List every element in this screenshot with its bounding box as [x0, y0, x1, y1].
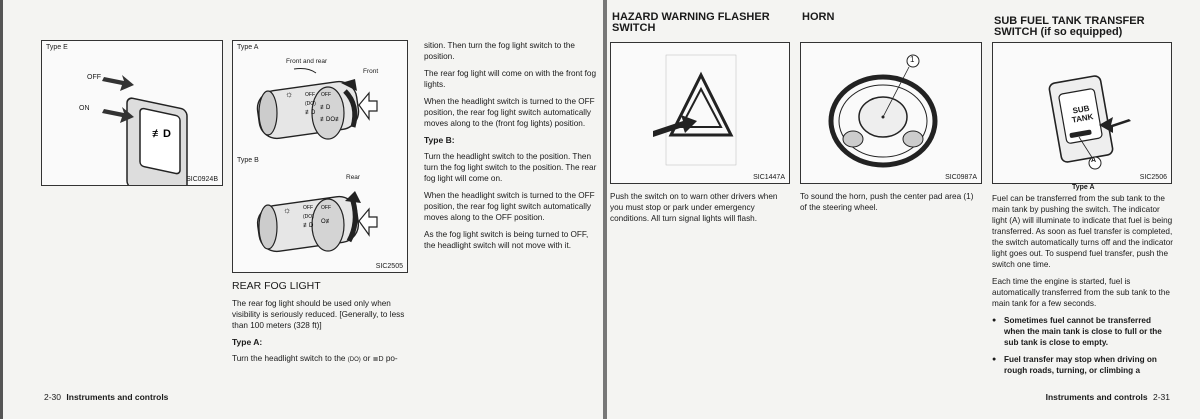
- svg-text:OFF: OFF: [321, 92, 331, 98]
- figure-sub-tank: [992, 42, 1172, 184]
- figure-code: SIC1447A: [753, 174, 785, 181]
- front-label: Front: [363, 68, 379, 75]
- figure-code: SIC0924B: [186, 176, 218, 183]
- col2-paragraph-5: When the headlight switch is turned to the OFF position, the rear fog light switch automatically moves along to the OFF position.: [424, 191, 595, 222]
- rear-fog-title: REAR FOG LIGHT: [232, 280, 321, 292]
- page-left-edge: [0, 0, 3, 419]
- sub-callout: A: [1091, 157, 1097, 164]
- svg-text:OFF: OFF: [303, 205, 313, 211]
- svg-text:☼: ☼: [285, 89, 294, 99]
- svg-text:(DO): (DO): [305, 101, 316, 107]
- svg-text:☼: ☼: [283, 205, 292, 215]
- svg-text:(DO): (DO): [303, 214, 314, 220]
- hazard-text: Push the switch on to warn other drivers when you must stop or park under emergency conditions. All turn signal lights will flash.: [610, 192, 778, 223]
- sub-bullet-2: ● Fuel transfer may stop when driving on rough roads, turning, or climbing a: [992, 354, 1174, 376]
- type-a-text-or: or: [363, 354, 371, 363]
- sub-switch-label-2: TANK: [1071, 112, 1095, 125]
- sub-switch-label: [1070, 103, 1094, 124]
- sub-bullet-1: ● Sometimes fuel cannot be transferred when the main tank is close to full or the sub tank is close to empty.: [992, 315, 1174, 348]
- col2-paragraph-6: As the fog light switch is being turned to OFF, the headlight switch will not move with it.: [424, 230, 589, 250]
- type-a-text-post: po-: [385, 354, 398, 363]
- fog-switch-illustration: [42, 41, 222, 185]
- horn-text: To sound the horn, push the center pad area (1) of the steering wheel.: [800, 192, 974, 212]
- figure-code: SIC0987A: [945, 174, 977, 181]
- left-footer: [44, 392, 168, 402]
- hazard-title: HAZARD WARNING FLASHER SWITCH: [612, 11, 770, 34]
- figure-type-e: [41, 40, 223, 186]
- svg-text:≢D: ≢D: [320, 105, 331, 111]
- sub-fuel-title-line1: SUB FUEL TANK TRANSFER: [994, 15, 1145, 27]
- headlight-stalk-illustration: [233, 41, 407, 272]
- type-a-text-pre: Turn the headlight switch to the: [232, 354, 346, 363]
- footer-title: Instruments and controls: [1045, 392, 1148, 402]
- on-label: ON: [79, 105, 90, 112]
- svg-text:OFF: OFF: [321, 205, 331, 211]
- figure-code: SIC2505: [375, 263, 403, 270]
- hazard-switch-illustration: [611, 43, 789, 183]
- sub-paragraph-1: Fuel can be transferred from the sub tank to the main tank by pushing the switch. The indicator light (A) will illuminate to indicate that fuel is being transferred. As soon as fuel transfer is completed, the switch automatically turns off and the indicator light goes out. To suspend fuel transfer, push the switch one time.: [992, 194, 1173, 269]
- col2-paragraph-2: The rear fog light will come on with the front fog lights.: [424, 69, 597, 89]
- page-number: 2-31: [1152, 392, 1170, 402]
- figure-label: Type E: [46, 44, 68, 51]
- svg-text:O≢: O≢: [321, 219, 332, 225]
- off-label: OFF: [87, 74, 101, 81]
- figure-horn: [800, 42, 982, 184]
- book-spine: [603, 0, 607, 419]
- svg-text:OFF: OFF: [305, 92, 315, 98]
- col2-paragraph-4: Turn the headlight switch to the position. Then turn the fog light switch to the position. The rear fog light will come on.: [424, 152, 597, 183]
- horn-title: HORN: [802, 11, 835, 23]
- right-footer: [1030, 392, 1170, 402]
- steering-wheel-illustration: [801, 43, 981, 183]
- sub-fuel-text: [992, 193, 1174, 382]
- figure-hazard: [610, 42, 790, 184]
- svg-text:≢D: ≢D: [152, 128, 171, 140]
- svg-text:≢D: ≢D: [305, 110, 316, 116]
- sub-paragraph-2: Each time the engine is started, fuel is automatically transferred from the sub tank to the main tank for a few seconds.: [992, 277, 1170, 308]
- horn-callout: 1: [910, 55, 915, 64]
- sub-figure-caption: Type A: [1072, 184, 1095, 191]
- rear-fog-paragraph: The rear fog light should be used only when visibility is seriously reduced. [Generally, to less than 100 meters (328 ft)]: [232, 299, 405, 330]
- sub-fuel-title-line2: SWITCH (if so equipped): [994, 26, 1123, 38]
- svg-text:≢DO≢: ≢DO≢: [320, 117, 341, 123]
- type-a-paragraph: [232, 353, 408, 366]
- sub-switch-label-1: SUB: [1071, 103, 1091, 116]
- type-a-label: Type A: [237, 44, 259, 51]
- col2-paragraph-1: sition. Then turn the fog light switch to the position.: [424, 41, 575, 61]
- figure-type-a-b: [232, 40, 408, 273]
- type-b-label: Type B: [237, 157, 259, 164]
- rear-label: Rear: [346, 174, 361, 181]
- svg-text:≢D: ≢D: [303, 223, 314, 229]
- col2-paragraph-3: When the headlight switch is turned to the OFF position, the rear fog light switch automatically moves along to the (front fog lights) position.: [424, 97, 595, 128]
- fog-symbol: ≣D: [372, 356, 384, 363]
- front-and-rear-label: Front and rear: [286, 58, 328, 65]
- sub-fuel-title: [994, 16, 1190, 38]
- type-b-heading: Type B:: [424, 135, 455, 145]
- left-col2-text: [424, 40, 600, 257]
- rear-fog-intro: [232, 298, 408, 372]
- page-number: 2-30: [44, 392, 62, 402]
- dpl-symbol: (DO): [347, 357, 361, 363]
- footer-title: Instruments and controls: [66, 392, 169, 402]
- type-a-heading: Type A:: [232, 337, 263, 347]
- figure-code: SIC2506: [1139, 174, 1167, 181]
